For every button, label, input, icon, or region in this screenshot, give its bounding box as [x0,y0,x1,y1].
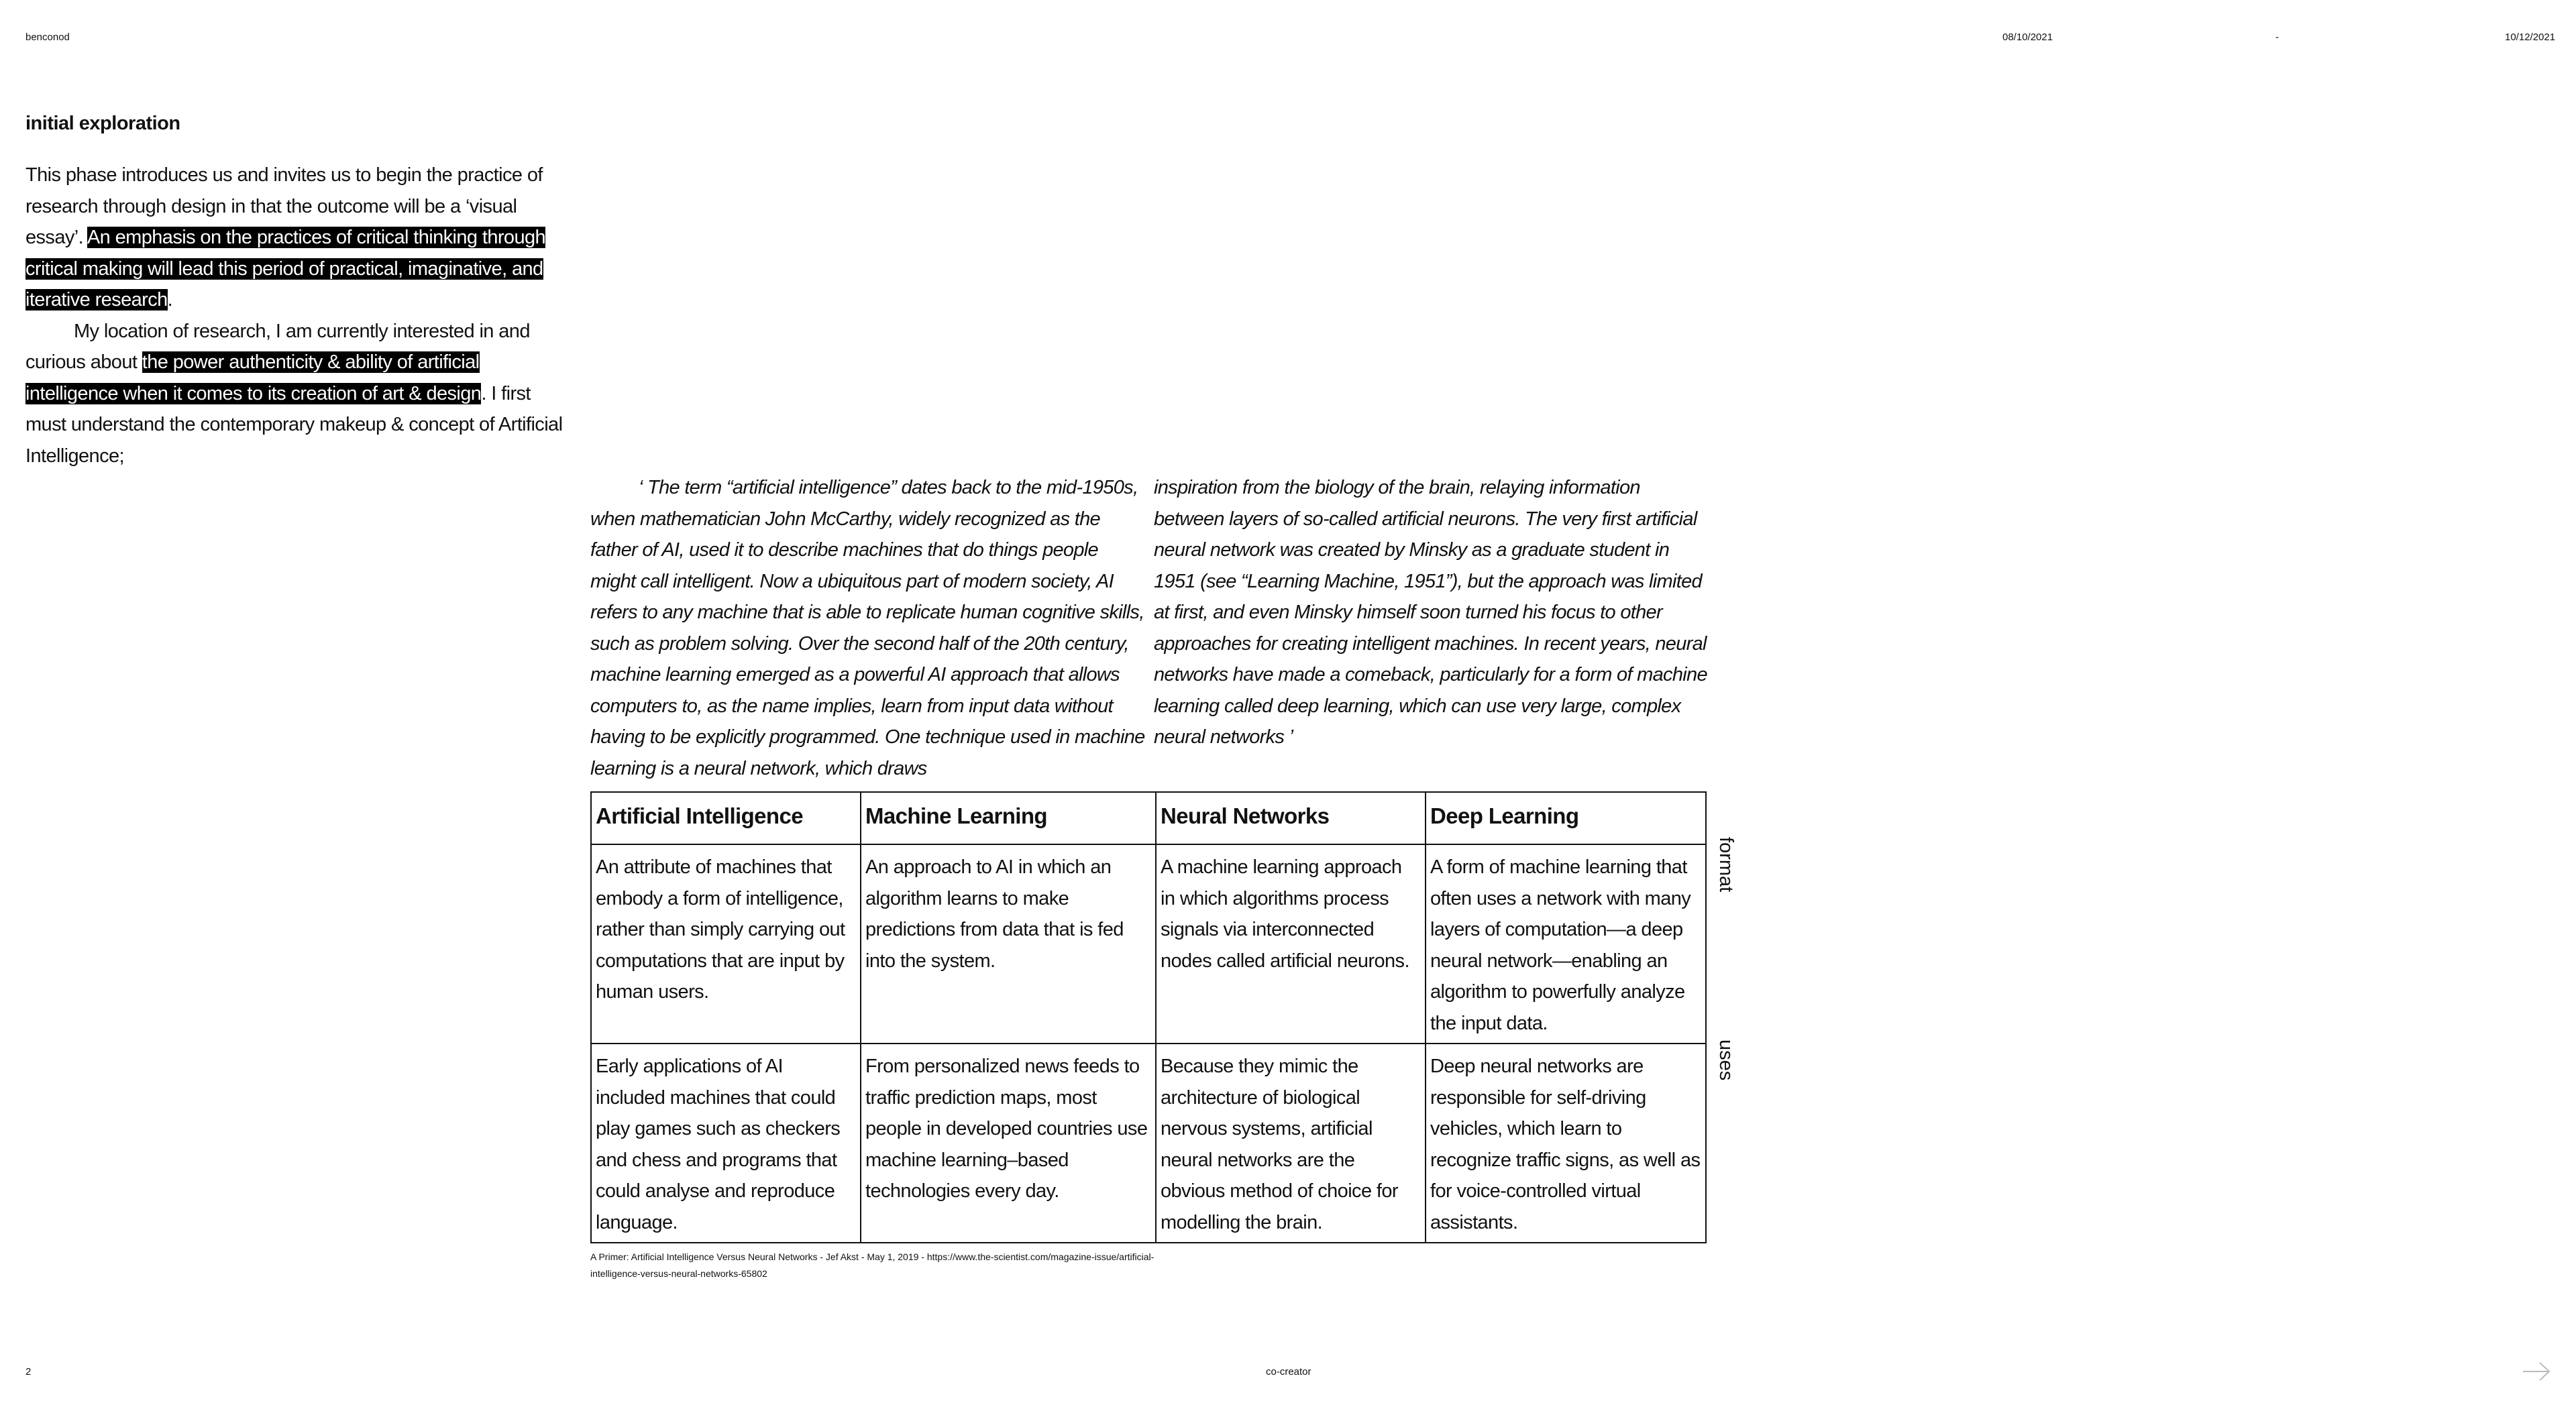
table-cell: Deep neural networks are responsible for self-driving vehicles, which learn to recognize traffic signs, as well as for voice-controlled virtual assistants. [1426,1044,1706,1243]
header-machine-learning: Machine Learning [861,792,1156,844]
table-row-format [591,844,1706,1044]
table-cell: Because they mimic the architecture of biological nervous systems, artificial neural networks are the obvious method of choice for modelling the brain. [1156,1044,1426,1243]
header-neural-networks: Neural Networks [1156,792,1426,844]
quote-column-left [590,472,1147,784]
quote-column-right [1154,472,1711,753]
date-end: 10/12/2021 [2505,32,2556,43]
table-row-uses [591,1044,1706,1243]
table-cell: Early applications of AI included machines that could play games such as checkers and chess and programs that could analyse and reproduce language. [591,1044,861,1243]
intro-text [25,160,576,471]
row-label-uses: uses [1715,1039,1737,1081]
intro-p1-end: . [167,289,173,311]
intro-p2-highlight: the power authenticity & ability of artificial intelligence when it comes to its creation of art & design [25,351,482,404]
table-cell: An attribute of machines that embody a form of intelligence, rather than simply carrying out computations that are input by human users. [591,844,861,1044]
intro-p2: My location of research, I am currently interested in and curious about [25,320,530,373]
date-start: 08/10/2021 [2002,32,2053,43]
table-cell: An approach to AI in which an algorithm learns to make predictions from data that is fed into the system. [861,844,1156,1044]
table-header-row [591,792,1706,844]
table-cell: A machine learning approach in which algorithms process signals via interconnected nodes called artificial neurons. [1156,844,1426,1044]
quote-left-text: ‘ The term “artificial intelligence” dates back to the mid-1950s, when mathematician John McCarthy, widely recognized as the father of AI, used it to describe machines that do things people might call intelligent. Now a ubiquitous part of modern society, AI refers to any machine that is able to replicate human cognitive skills, such as problem solving. Over the second half of the 20th century, machine learning emerged as a powerful AI approach that allows computers to, as the name implies, learn from input data without having to be explicitly programmed. One technique used in machine learning is a neural network, which draws [590,477,1145,779]
date-separator: - [2275,32,2279,43]
header-artificial-intelligence: Artificial Intelligence [591,792,861,844]
section-title: initial exploration [25,113,180,134]
intro-p2-end: . I first must understand the contemporary makeup & concept of Artificial Intelligence; [25,382,563,467]
footer-label: co-creator [1266,1366,1311,1378]
table-cell: From personalized news feeds to traffic prediction maps, most people in developed countries use machine learning–based technologies every day. [861,1044,1156,1243]
citation: A Primer: Artificial Intelligence Versus Neural Networks - Jef Akst - May 1, 2019 - https://www.the-scientist.com/magazine-issue/artificial-intelligence-versus-neural-networks-65802 [590,1251,1155,1279]
table-cell: A form of machine learning that often uses a network with many layers of computation—a deep neural network—enabling an algorithm to powerfully analyze the input data. [1426,844,1706,1044]
page-number: 2 [25,1366,32,1378]
row-label-format: format [1715,837,1737,893]
author-name: benconod [25,32,70,43]
quote-right-text: inspiration from the biology of the brain, relaying information between layers of so-called artificial neurons. The very first artificial neural network was created by Minsky as a graduate student in 1951 (see “Learning Machine, 1951”), but the approach was limited at first, and even Minsky himself soon turned his focus to other approaches for creating intelligent machines. In recent years, neural networks have made a comeback, particularly for a form of machine learning called deep learning, which can use very large, complex neural networks ’ [1154,477,1707,748]
intro-p1: This phase introduces us and invites us to begin the practice of research through design in that the outcome will be a ‘visual essay’. [25,164,543,248]
comparison-table [590,791,1707,1243]
arrow-right-icon[interactable] [2522,1361,2551,1382]
intro-p1-highlight: An emphasis on the practices of critical thinking through critical making will lead this period of practical, imaginative, and iterative research [25,227,546,311]
header-deep-learning: Deep Learning [1426,792,1706,844]
